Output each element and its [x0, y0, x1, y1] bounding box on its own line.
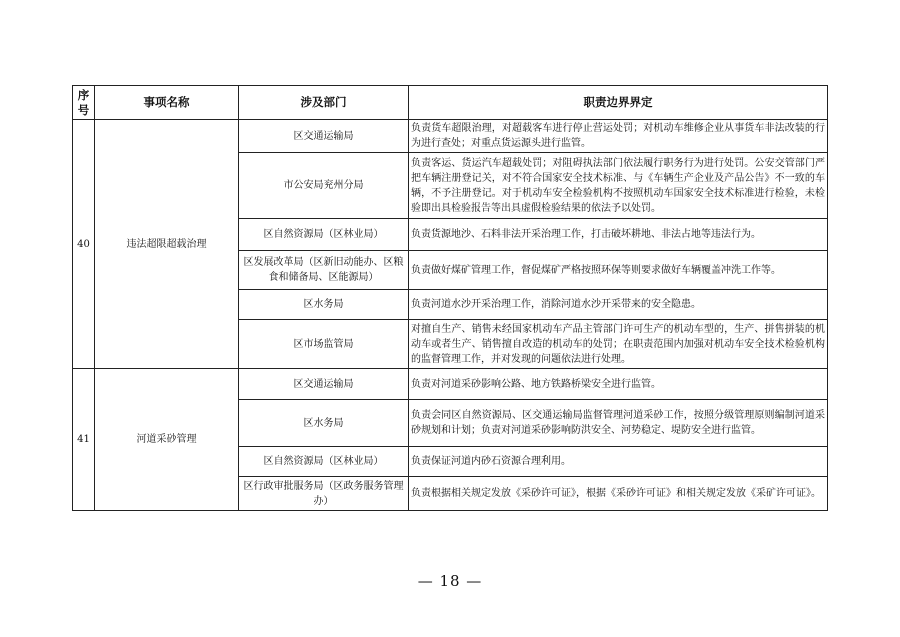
- seq-cell: 41: [73, 369, 95, 511]
- header-responsibility: 职责边界界定: [409, 86, 828, 120]
- department-cell: 区水务局: [239, 400, 409, 447]
- table-row: [73, 369, 828, 400]
- responsibility-cell: 负责保证河道内砂石资源合理利用。: [409, 447, 828, 477]
- table-header-row: [73, 86, 828, 120]
- responsibility-cell: 负责做好煤矿管理工作，督促煤矿严格按照环保等则要求做好车辆覆盖冲洗工作等。: [409, 251, 828, 290]
- department-cell: 区自然资源局（区林业局）: [239, 447, 409, 477]
- responsibility-cell: 负责货源地沙、石料非法开采治理工作，打击破坏耕地、非法占地等违法行为。: [409, 219, 828, 251]
- department-cell: 区发展改革局（区新旧动能办、区粮食和储备局、区能源局）: [239, 251, 409, 290]
- item-name-cell: 河道采砂管理: [95, 369, 239, 511]
- responsibility-cell: 负责根据相关规定发放《采砂许可证》，根据《采砂许可证》和相关规定发放《采矿许可证》。: [409, 477, 828, 511]
- header-department: 涉及部门: [239, 86, 409, 120]
- responsibility-cell: 负责对河道采砂影响公路、地方铁路桥梁安全进行监管。: [409, 369, 828, 400]
- responsibility-table: [72, 85, 828, 511]
- page-number: — 18 —: [417, 572, 483, 590]
- department-cell: 区水务局: [239, 290, 409, 320]
- department-cell: 区行政审批服务局（区政务服务管理办）: [239, 477, 409, 511]
- header-item-name: 事项名称: [95, 86, 239, 120]
- header-seq: 序号: [73, 86, 95, 120]
- responsibility-cell: 负责会同区自然资源局、区交通运输局监督管理河道采砂工作，按照分级管理原则编制河道采砂规划和计划；负责对河道采砂影响防洪安全、河势稳定、堤防安全进行监管。: [409, 400, 828, 447]
- department-cell: 区交通运输局: [239, 120, 409, 153]
- item-name-cell: 违法超限超载治理: [95, 120, 239, 369]
- seq-cell: 40: [73, 120, 95, 369]
- department-cell: 区自然资源局（区林业局）: [239, 219, 409, 251]
- department-cell: 市公安局兖州分局: [239, 153, 409, 219]
- department-cell: 区市场监管局: [239, 320, 409, 369]
- department-cell: 区交通运输局: [239, 369, 409, 400]
- table-row: [73, 120, 828, 153]
- responsibility-cell: 负责货车超限治理，对超载客车进行停止营运处罚；对机动车维修企业从事货车非法改装的行为进行查处；对重点货运源头进行监管。: [409, 120, 828, 153]
- responsibility-cell: 负责客运、货运汽车超载处罚；对阻碍执法部门依法履行职务行为进行处罚。公安交管部门严把车辆注册登记关，对不符合国家安全技术标准、与《车辆生产企业及产品公告》不一致的车辆，不予注册登记。对于机动车安全检验机构不按照机动车国家安全技术标准进行检验，未检验即出具检验报告等出具虚假检验结果的依法予以处罚。: [409, 153, 828, 219]
- responsibility-cell: 对擅自生产、销售未经国家机动车产品主管部门许可生产的机动车型的，生产、拼售拼装的机动车或者生产、销售擅自改造的机动车的处罚；在职责范围内加强对机动车安全技术检验机构的监督管理工作，并对发现的问题依法进行处理。: [409, 320, 828, 369]
- responsibility-cell: 负责河道水沙开采治理工作，消除河道水沙开采带来的安全隐患。: [409, 290, 828, 320]
